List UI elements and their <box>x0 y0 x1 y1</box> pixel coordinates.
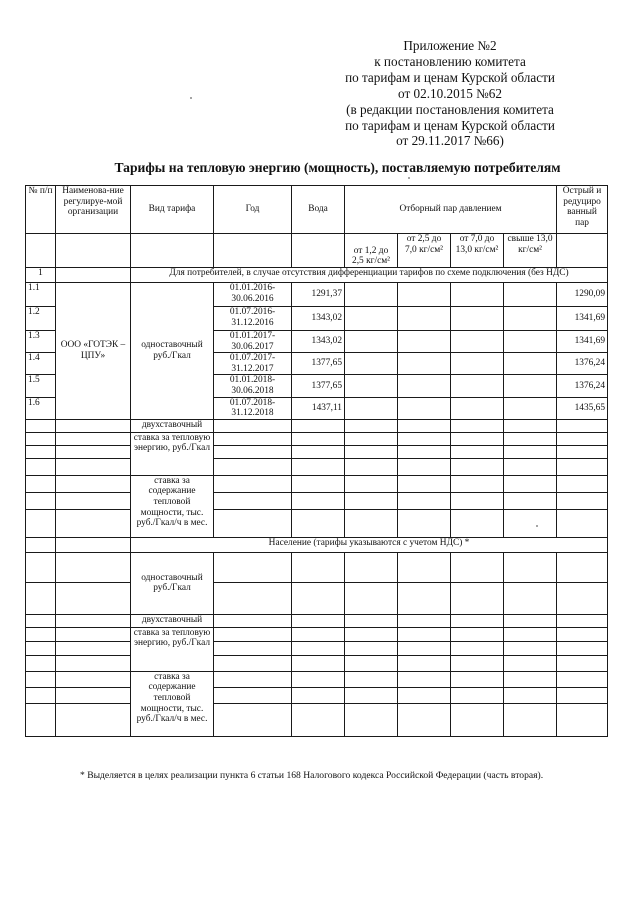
empty-cell <box>345 419 398 432</box>
table-row <box>26 687 608 703</box>
table-row <box>26 268 608 283</box>
empty-cell <box>292 687 345 703</box>
empty-cell <box>504 458 557 475</box>
document-title: Тарифы на тепловую энергию (мощность), поставляемую потребителям <box>114 160 561 175</box>
empty-cell <box>26 582 56 614</box>
empty-cell <box>504 419 557 432</box>
empty-cell <box>214 432 292 445</box>
table-row <box>26 582 608 614</box>
period: 01.01.2018-30.06.2018 <box>214 375 292 397</box>
organization-name: ООО «ГОТЭК – ЦПУ» <box>56 283 131 420</box>
empty-cell <box>398 432 451 445</box>
empty-cell <box>557 445 608 458</box>
empty-cell <box>292 552 345 582</box>
empty-cell <box>56 614 131 627</box>
empty-cell <box>504 582 557 614</box>
empty-cell <box>214 655 292 671</box>
empty-cell <box>26 641 56 655</box>
empty-cell <box>292 509 345 537</box>
sharp-steam-value: 1376,24 <box>557 353 608 375</box>
empty-cell <box>398 687 451 703</box>
empty-cell <box>345 509 398 537</box>
table-row <box>26 432 608 445</box>
empty-cell <box>292 234 345 268</box>
empty-cell <box>214 627 292 641</box>
empty-cell <box>26 234 56 268</box>
empty-cell <box>292 614 345 627</box>
empty-cell <box>398 614 451 627</box>
empty-cell <box>345 331 398 353</box>
empty-cell <box>26 509 56 537</box>
empty-cell <box>56 552 131 582</box>
empty-cell <box>398 509 451 537</box>
table-row <box>26 627 608 641</box>
empty-cell <box>26 687 56 703</box>
empty-cell <box>345 475 398 492</box>
empty-cell <box>451 432 504 445</box>
empty-cell <box>214 492 292 509</box>
header-line: от 29.11.2017 №66) <box>396 133 504 149</box>
empty-cell <box>214 509 292 537</box>
empty-cell <box>214 458 292 475</box>
empty-cell <box>345 432 398 445</box>
empty-cell <box>26 552 56 582</box>
empty-cell <box>451 458 504 475</box>
empty-cell <box>504 397 557 419</box>
empty-cell <box>56 268 131 283</box>
empty-cell <box>56 655 131 671</box>
footnote: * Выделяется в целях реализации пункта 6 статьи 168 Налогового кодекса Российской Федерации (часть вторая). <box>80 770 544 781</box>
empty-cell <box>56 492 131 509</box>
empty-cell <box>26 445 56 458</box>
header-pressure-2: от 2,5 до 7,0 кг/см² <box>398 234 451 268</box>
period: 01.07.2018-31.12.2018 <box>214 397 292 419</box>
empty-cell <box>451 509 504 537</box>
empty-cell <box>504 492 557 509</box>
empty-cell <box>557 671 608 687</box>
empty-cell <box>26 627 56 641</box>
empty-cell <box>504 552 557 582</box>
row-num: 1.1 <box>26 283 56 307</box>
sharp-steam-value: 1341,69 <box>557 307 608 331</box>
empty-cell <box>214 475 292 492</box>
empty-cell <box>56 582 131 614</box>
empty-cell <box>56 687 131 703</box>
empty-cell <box>26 475 56 492</box>
empty-cell <box>451 582 504 614</box>
row-num: 1.5 <box>26 375 56 397</box>
empty-cell <box>26 419 56 432</box>
water-value: 1343,02 <box>292 307 345 331</box>
empty-cell <box>504 283 557 307</box>
empty-cell <box>451 687 504 703</box>
empty-cell <box>451 375 504 397</box>
table-row <box>26 186 608 234</box>
table-row <box>26 509 608 537</box>
section-num: 1 <box>26 268 56 283</box>
table-row <box>26 655 608 671</box>
empty-cell <box>557 432 608 445</box>
empty-cell <box>504 627 557 641</box>
empty-cell <box>214 614 292 627</box>
empty-cell <box>451 283 504 307</box>
empty-cell <box>345 492 398 509</box>
sharp-steam-value: 1376,24 <box>557 375 608 397</box>
empty-cell <box>214 234 292 268</box>
empty-cell <box>398 582 451 614</box>
empty-cell <box>292 445 345 458</box>
population-two-rate-label: двухставочный <box>131 614 214 627</box>
empty-cell <box>398 475 451 492</box>
header-line: от 02.10.2015 №62 <box>398 85 502 101</box>
empty-cell <box>26 458 56 475</box>
header-line: к постановлению комитета <box>374 53 526 69</box>
empty-cell <box>26 492 56 509</box>
empty-cell <box>56 419 131 432</box>
empty-cell <box>398 397 451 419</box>
empty-cell <box>557 687 608 703</box>
empty-cell <box>557 552 608 582</box>
empty-cell <box>345 445 398 458</box>
empty-cell <box>345 283 398 307</box>
population-section-title: Население (тарифы указываются с учетом НДС) * <box>131 537 608 552</box>
header-line: по тарифам и ценам Курской области <box>345 117 555 133</box>
empty-cell <box>214 703 292 736</box>
empty-cell <box>557 419 608 432</box>
empty-cell <box>345 458 398 475</box>
header-year: Год <box>214 186 292 234</box>
population-capacity-rate-label: ставка за содержание тепловой мощности, тыс. руб./Гкал/ч в мес. <box>131 671 214 736</box>
empty-cell <box>345 375 398 397</box>
header-pressure-1: от 1,2 до 2,5 кг/см² <box>345 234 398 268</box>
empty-cell <box>345 552 398 582</box>
empty-cell <box>56 432 131 445</box>
empty-cell <box>557 582 608 614</box>
empty-cell <box>451 492 504 509</box>
empty-cell <box>292 582 345 614</box>
empty-cell <box>398 307 451 331</box>
empty-cell <box>214 419 292 432</box>
tariffs-table <box>25 185 608 737</box>
header-line: (в редакции постановления комитета <box>346 101 554 117</box>
empty-cell <box>504 687 557 703</box>
empty-cell <box>557 641 608 655</box>
empty-cell <box>398 458 451 475</box>
empty-cell <box>451 397 504 419</box>
empty-cell <box>26 655 56 671</box>
empty-cell <box>292 419 345 432</box>
row-num: 1.4 <box>26 353 56 375</box>
empty-cell <box>557 614 608 627</box>
empty-cell <box>451 703 504 736</box>
header-steam: Отборный пар давлением <box>345 186 557 234</box>
period: 01.01.2017-30.06.2017 <box>214 331 292 353</box>
single-rate-label: одноставочный руб./Гкал <box>131 283 214 420</box>
water-value: 1437,11 <box>292 397 345 419</box>
empty-cell <box>451 353 504 375</box>
empty-cell <box>292 655 345 671</box>
empty-cell <box>345 397 398 419</box>
header-pressure-3: от 7,0 до 13,0 кг/см² <box>451 234 504 268</box>
empty-cell <box>451 627 504 641</box>
table-row <box>26 234 608 268</box>
empty-cell <box>345 687 398 703</box>
table-row <box>26 537 608 552</box>
water-value: 1377,65 <box>292 375 345 397</box>
empty-cell <box>504 614 557 627</box>
empty-cell <box>451 445 504 458</box>
table-row <box>26 671 608 687</box>
header-sharp-steam: Острый и редуциро ванный пар <box>557 186 608 234</box>
empty-cell <box>56 445 131 458</box>
empty-cell <box>56 475 131 492</box>
empty-cell <box>292 475 345 492</box>
empty-cell <box>345 353 398 375</box>
empty-cell <box>56 234 131 268</box>
empty-cell <box>504 703 557 736</box>
empty-cell <box>56 641 131 655</box>
section-title: Для потребителей, в случае отсутствия дифференциации тарифов по схеме подключения (без НДС) <box>131 268 608 283</box>
empty-cell <box>56 627 131 641</box>
empty-cell <box>345 671 398 687</box>
empty-cell <box>398 353 451 375</box>
empty-cell <box>214 641 292 655</box>
empty-cell <box>398 703 451 736</box>
empty-cell <box>292 641 345 655</box>
table-row <box>26 445 608 458</box>
empty-cell <box>451 655 504 671</box>
empty-cell <box>504 432 557 445</box>
empty-cell <box>345 655 398 671</box>
header-num: № п/п <box>26 186 56 234</box>
row-num: 1.2 <box>26 307 56 331</box>
empty-cell <box>557 655 608 671</box>
empty-cell <box>451 331 504 353</box>
empty-cell <box>56 537 131 552</box>
header-line: по тарифам и ценам Курской области <box>345 69 555 85</box>
empty-cell <box>345 582 398 614</box>
table-row <box>26 458 608 475</box>
empty-cell <box>131 234 214 268</box>
empty-cell <box>398 445 451 458</box>
scan-speck <box>190 97 192 99</box>
empty-cell <box>451 641 504 655</box>
empty-cell <box>451 614 504 627</box>
empty-cell <box>26 614 56 627</box>
empty-cell <box>26 432 56 445</box>
empty-cell <box>504 475 557 492</box>
empty-cell <box>557 492 608 509</box>
empty-cell <box>292 432 345 445</box>
empty-cell <box>451 552 504 582</box>
empty-cell <box>292 703 345 736</box>
water-value: 1377,65 <box>292 353 345 375</box>
empty-cell <box>504 307 557 331</box>
table-row <box>26 641 608 655</box>
empty-cell <box>292 492 345 509</box>
empty-cell <box>56 458 131 475</box>
two-rate-label: двухставочный <box>131 419 214 432</box>
sharp-steam-value: 1290,09 <box>557 283 608 307</box>
water-value: 1343,02 <box>292 331 345 353</box>
table-row <box>26 475 608 492</box>
period: 01.07.2017-31.12.2017 <box>214 353 292 375</box>
empty-cell <box>214 552 292 582</box>
energy-rate-label: ставка за тепловую энергию, руб./Гкал <box>131 432 214 475</box>
empty-cell <box>56 703 131 736</box>
empty-cell <box>345 614 398 627</box>
header-pressure-4: свыше 13,0 кг/см² <box>504 234 557 268</box>
empty-cell <box>398 627 451 641</box>
table-row <box>26 419 608 432</box>
empty-cell <box>26 703 56 736</box>
period: 01.01.2016-30.06.2016 <box>214 283 292 307</box>
empty-cell <box>26 537 56 552</box>
empty-cell <box>398 375 451 397</box>
empty-cell <box>292 458 345 475</box>
empty-cell <box>557 458 608 475</box>
empty-cell <box>398 655 451 671</box>
empty-cell <box>504 655 557 671</box>
empty-cell <box>214 687 292 703</box>
empty-cell <box>398 671 451 687</box>
empty-cell <box>398 641 451 655</box>
empty-cell <box>214 671 292 687</box>
water-value: 1291,37 <box>292 283 345 307</box>
empty-cell <box>504 353 557 375</box>
row-num: 1.6 <box>26 397 56 419</box>
empty-cell <box>451 419 504 432</box>
table-row <box>26 283 608 307</box>
empty-cell <box>345 307 398 331</box>
empty-cell <box>56 509 131 537</box>
scan-speck <box>408 177 410 179</box>
empty-cell <box>345 703 398 736</box>
empty-cell <box>504 375 557 397</box>
table-row <box>26 703 608 736</box>
empty-cell <box>398 552 451 582</box>
appendix-header <box>300 38 600 149</box>
empty-cell <box>398 419 451 432</box>
capacity-rate-label: ставка за содержание тепловой мощности, тыс. руб./Гкал/ч в мес. <box>131 475 214 537</box>
table-row <box>26 614 608 627</box>
empty-cell <box>292 627 345 641</box>
empty-cell <box>214 582 292 614</box>
period: 01.07.2016-31.12.2016 <box>214 307 292 331</box>
empty-cell <box>557 234 608 268</box>
empty-cell <box>504 509 557 537</box>
table-row <box>26 492 608 509</box>
empty-cell <box>557 475 608 492</box>
table-row <box>26 552 608 582</box>
empty-cell <box>451 475 504 492</box>
population-energy-rate-label: ставка за тепловую энергию, руб./Гкал <box>131 627 214 671</box>
empty-cell <box>557 703 608 736</box>
header-line: Приложение №2 <box>403 38 497 53</box>
empty-cell <box>557 509 608 537</box>
header-type: Вид тарифа <box>131 186 214 234</box>
row-num: 1.3 <box>26 331 56 353</box>
header-org: Наименова-ние регулируе-мой организации <box>56 186 131 234</box>
sharp-steam-value: 1341,69 <box>557 331 608 353</box>
empty-cell <box>504 445 557 458</box>
empty-cell <box>214 445 292 458</box>
empty-cell <box>398 283 451 307</box>
empty-cell <box>451 307 504 331</box>
empty-cell <box>345 627 398 641</box>
header-water: Вода <box>292 186 345 234</box>
empty-cell <box>56 671 131 687</box>
empty-cell <box>398 492 451 509</box>
scan-speck <box>536 525 538 527</box>
empty-cell <box>504 671 557 687</box>
population-single-rate-label: одноставочный руб./Гкал <box>131 552 214 614</box>
empty-cell <box>557 627 608 641</box>
empty-cell <box>451 671 504 687</box>
empty-cell <box>292 671 345 687</box>
sharp-steam-value: 1435,65 <box>557 397 608 419</box>
empty-cell <box>504 641 557 655</box>
empty-cell <box>26 671 56 687</box>
empty-cell <box>345 641 398 655</box>
empty-cell <box>398 331 451 353</box>
empty-cell <box>504 331 557 353</box>
